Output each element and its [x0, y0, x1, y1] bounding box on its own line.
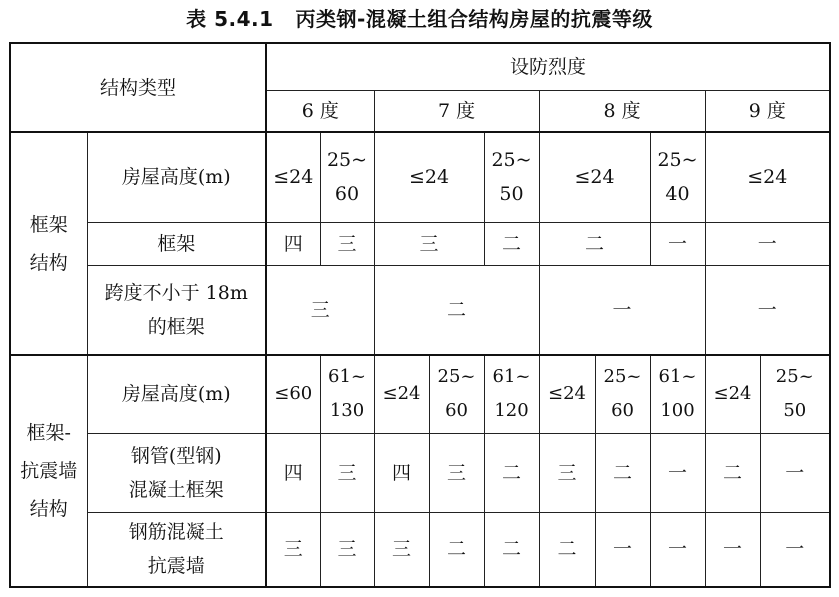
steel-frame-label: 钢管(型钢) 混凝土框架	[87, 433, 266, 512]
table-row	[10, 43, 830, 90]
grade-cell: 二	[429, 512, 484, 587]
grade-cell: 二	[539, 512, 595, 587]
frame-wall-structure-group	[10, 355, 87, 587]
group-label-line: 结构	[29, 251, 68, 274]
height-cell: 61~ 130	[320, 355, 374, 433]
grade-cell: 二	[595, 433, 650, 512]
span-frame-label: 跨度不小于 18m 的框架	[87, 265, 266, 355]
degree-8-header: 8 度	[539, 90, 705, 132]
height-cell: ≤60	[266, 355, 320, 433]
grade-cell: 三	[374, 512, 429, 587]
grade-cell: 三	[320, 512, 374, 587]
table-row	[10, 265, 830, 355]
frame-label: 框架	[87, 222, 266, 265]
grade-cell: 三	[539, 433, 595, 512]
grade-cell: 三	[374, 222, 484, 265]
grade-cell: 一	[760, 433, 830, 512]
table-row	[10, 222, 830, 265]
grade-cell: 一	[705, 222, 830, 265]
grade-cell: 二	[539, 222, 650, 265]
table-number: 表 5.4.1	[186, 7, 274, 31]
grade-cell: 一	[650, 512, 705, 587]
table-title	[0, 4, 839, 34]
concrete-wall-label: 钢筋混凝土 抗震墙	[87, 512, 266, 587]
grade-cell: 四	[266, 433, 320, 512]
height-cell: 25~ 60	[429, 355, 484, 433]
height-cell: ≤24	[705, 355, 760, 433]
table-caption: 丙类钢-混凝土组合结构房屋的抗震等级	[295, 7, 653, 31]
height-cell: ≤24	[266, 132, 320, 222]
intensity-header: 设防烈度	[266, 43, 830, 90]
grade-cell: 二	[705, 433, 760, 512]
height-cell: ≤24	[539, 132, 650, 222]
table-row	[10, 433, 830, 512]
structure-type-header: 结构类型	[10, 43, 266, 132]
height-cell: ≤24	[374, 132, 484, 222]
degree-6-header: 6 度	[266, 90, 374, 132]
height-cell: 61~ 120	[484, 355, 539, 433]
grade-cell: 三	[320, 433, 374, 512]
height-cell: 25~ 40	[650, 132, 705, 222]
height-cell: 25~ 50	[760, 355, 830, 433]
grade-cell: 一	[760, 512, 830, 587]
height-cell: 25~ 50	[484, 132, 539, 222]
frame-height-label: 房屋高度(m)	[87, 132, 266, 222]
height-cell: 25~ 60	[595, 355, 650, 433]
grade-cell: 三	[320, 222, 374, 265]
degree-7-header: 7 度	[374, 90, 539, 132]
grade-cell: 三	[429, 433, 484, 512]
frame-wall-height-label: 房屋高度(m)	[87, 355, 266, 433]
grade-cell: 一	[650, 222, 705, 265]
grade-cell: 二	[484, 222, 539, 265]
height-cell: 25~ 60	[320, 132, 374, 222]
group-label-line: 抗震墙	[20, 460, 78, 482]
grade-cell: 一	[595, 512, 650, 587]
height-cell: 61~ 100	[650, 355, 705, 433]
grade-cell: 四	[374, 433, 429, 512]
degree-9-header: 9 度	[705, 90, 830, 132]
group-label-line: 结构	[29, 498, 68, 520]
group-label-line: 框架	[29, 213, 68, 236]
table-row	[10, 132, 830, 222]
grade-cell: 三	[266, 512, 320, 587]
height-cell: ≤24	[374, 355, 429, 433]
grade-cell: 四	[266, 222, 320, 265]
grade-cell: 一	[539, 265, 705, 355]
grade-cell: 二	[374, 265, 539, 355]
grade-cell: 二	[484, 433, 539, 512]
table-row	[10, 512, 830, 587]
frame-structure-group	[10, 132, 87, 355]
grade-cell: 一	[650, 433, 705, 512]
table-row	[10, 355, 830, 433]
height-cell: ≤24	[539, 355, 595, 433]
seismic-grade-table	[9, 42, 831, 588]
height-cell: ≤24	[705, 132, 830, 222]
grade-cell: 一	[705, 512, 760, 587]
grade-cell: 一	[705, 265, 830, 355]
grade-cell: 二	[484, 512, 539, 587]
group-label-line: 框架-	[26, 422, 71, 444]
grade-cell: 三	[266, 265, 374, 355]
